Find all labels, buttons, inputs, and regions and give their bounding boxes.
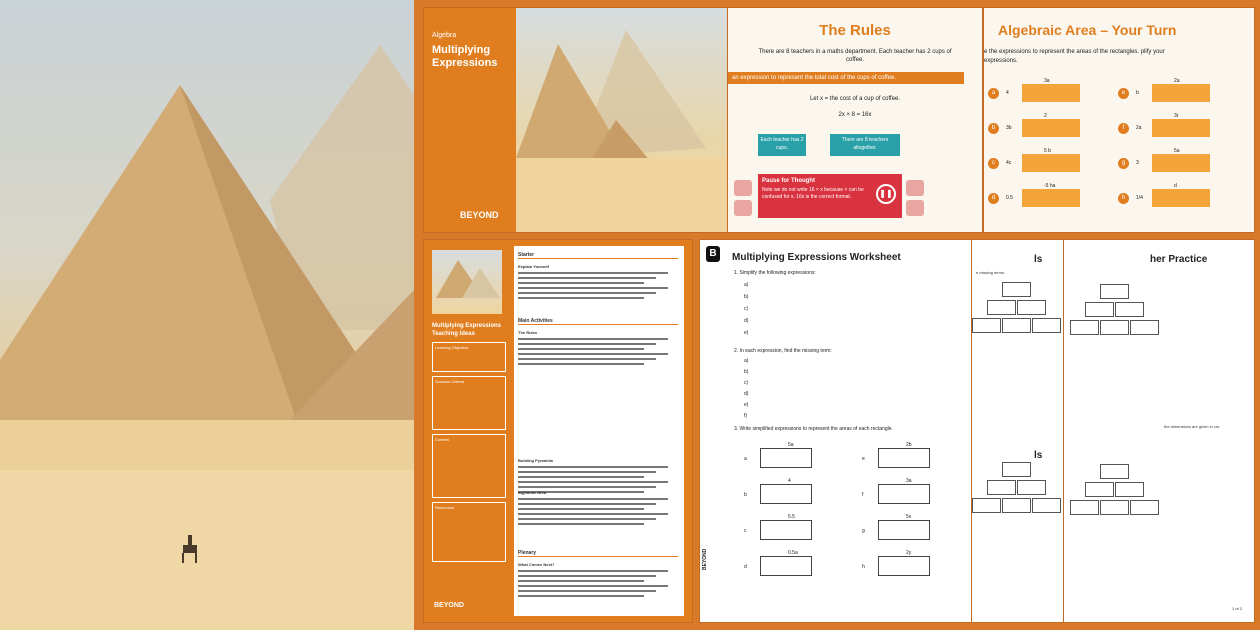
area-item-letter: b bbox=[988, 123, 999, 134]
rect-box bbox=[760, 448, 812, 468]
pyramid-brick bbox=[1002, 282, 1031, 297]
area-top-label: 3r bbox=[1174, 113, 1179, 119]
notes-text-line bbox=[518, 343, 656, 345]
rect-box bbox=[760, 484, 812, 504]
notes-heading: Starter bbox=[518, 252, 678, 259]
notes-subheading: The Rules bbox=[518, 330, 538, 335]
notes-text-line bbox=[518, 513, 668, 515]
beyond-logo: BEYOND bbox=[460, 210, 499, 220]
q1-item: d) bbox=[744, 318, 749, 324]
notes-logo: BEYOND bbox=[434, 602, 464, 609]
rect-box bbox=[760, 520, 812, 540]
practice-brick bbox=[1100, 464, 1129, 479]
practice-brick bbox=[1100, 320, 1129, 335]
pyramids-page bbox=[972, 240, 1064, 622]
pyramid-brick bbox=[1032, 498, 1061, 513]
area-item-letter: e bbox=[1118, 88, 1129, 99]
cup-icon bbox=[734, 200, 752, 216]
cup-icon bbox=[734, 180, 752, 196]
pyramid-brick bbox=[1002, 498, 1031, 513]
notes-text-line bbox=[518, 358, 656, 360]
area-side-label: 4c bbox=[1006, 160, 1012, 166]
practice-brick bbox=[1085, 302, 1114, 317]
slide-topic: Algebra bbox=[432, 32, 457, 39]
notes-text-line bbox=[518, 353, 668, 355]
notes-text-line bbox=[518, 518, 656, 520]
notes-body bbox=[514, 246, 684, 616]
practice-footer: 1 of 2 bbox=[1232, 606, 1243, 611]
area-item-letter: g bbox=[1118, 158, 1129, 169]
notes-subheading: Algebraic Area bbox=[518, 490, 547, 495]
area-side-label: 3b bbox=[1006, 125, 1012, 131]
notes-subheading: Explain Yourself bbox=[518, 264, 549, 269]
q1-item: b) bbox=[744, 294, 749, 300]
notes-subheading: Building Pyramids bbox=[518, 458, 554, 463]
callout-left: Each teacher has 2 cups. bbox=[758, 134, 806, 156]
worksheet-title: Multiplying Expressions Worksheet bbox=[732, 252, 901, 263]
area-rectangle bbox=[1152, 119, 1210, 137]
notes-text-line bbox=[518, 363, 644, 365]
rules-intro: There are 8 teachers in a maths department. Each teacher has 2 cups of coffee. bbox=[758, 49, 952, 63]
area-item-letter: a bbox=[988, 88, 999, 99]
sidebar-context: Context bbox=[432, 434, 506, 498]
pyramid-brick bbox=[1002, 318, 1031, 333]
notes-text-line bbox=[518, 297, 644, 299]
area-side-label: 3 bbox=[1136, 160, 1139, 166]
practice-brick bbox=[1130, 320, 1159, 335]
pyramid-brick bbox=[987, 480, 1016, 495]
notes-text-line bbox=[518, 580, 644, 582]
practice-brick bbox=[1115, 302, 1144, 317]
rect-side-label: c bbox=[744, 528, 747, 534]
rect-side-label: h bbox=[862, 564, 865, 570]
pyramids-title: ls bbox=[1034, 254, 1043, 265]
worksheet-q3: 3. Write simplified expressions to represent the areas of each rectangle. bbox=[734, 426, 893, 432]
pyramid-brick bbox=[1002, 462, 1031, 477]
title-slide bbox=[424, 8, 728, 232]
area-item-letter: f bbox=[1118, 123, 1129, 134]
rect-side-label: b bbox=[744, 492, 747, 498]
practice-brick bbox=[1100, 500, 1129, 515]
notes-text-line bbox=[518, 523, 644, 525]
notes-text-line bbox=[518, 486, 656, 488]
q2-item: b) bbox=[744, 369, 749, 375]
rect-box bbox=[760, 556, 812, 576]
area-top-label: 2 bbox=[1044, 113, 1047, 119]
notes-text-line bbox=[518, 277, 656, 279]
slide-pyramid-image bbox=[516, 8, 728, 232]
area-top-label: d bbox=[1174, 183, 1177, 189]
worksheet-q1: 1. Simplify the following expressions: bbox=[734, 270, 816, 276]
rect-box bbox=[878, 448, 930, 468]
rect-top-label: 0.5a bbox=[788, 550, 798, 556]
rect-side-label: g bbox=[862, 528, 865, 534]
pyramids-instructions: e missing terms. bbox=[976, 270, 1006, 275]
notes-text-line bbox=[518, 348, 644, 350]
rules-title: The Rules bbox=[819, 22, 891, 39]
notes-title: Multiplying Expressions Teaching Ideas bbox=[432, 323, 502, 337]
area-item-letter: h bbox=[1118, 193, 1129, 204]
rect-top-label: 3a bbox=[906, 478, 912, 484]
q2-item: c) bbox=[744, 380, 749, 386]
rect-box bbox=[878, 484, 930, 504]
rect-box bbox=[878, 556, 930, 576]
slide-title: Multiplying Expressions bbox=[432, 44, 498, 69]
notes-heading: Main Activities bbox=[518, 318, 678, 325]
area-rectangle bbox=[1152, 154, 1210, 172]
rect-top-label: 2y bbox=[906, 550, 912, 556]
area-item-letter: c bbox=[988, 158, 999, 169]
notes-text-line bbox=[518, 481, 668, 483]
notes-text-line bbox=[518, 282, 644, 284]
rules-task-bar: an expression to represent the total cost of the cups of coffee. bbox=[728, 72, 964, 84]
area-side-label: 2a bbox=[1136, 125, 1142, 131]
area-rectangle bbox=[1022, 189, 1080, 207]
notes-text-line bbox=[518, 498, 668, 500]
beyond-b-icon: B bbox=[706, 246, 720, 262]
practice-title: her Practice bbox=[1150, 254, 1208, 265]
notes-thumbnail bbox=[432, 250, 502, 314]
area-top-label: 5 b bbox=[1044, 148, 1051, 154]
rect-top-label: 5.5 bbox=[788, 514, 795, 520]
q2-item: d) bbox=[744, 391, 749, 397]
notes-text-line bbox=[518, 570, 668, 572]
rect-top-label: 5a bbox=[788, 442, 794, 448]
notes-text-line bbox=[518, 595, 644, 597]
notes-text-line bbox=[518, 287, 668, 289]
q1-item: c) bbox=[744, 306, 749, 312]
pause-title: Pause for Thought bbox=[762, 178, 815, 184]
notes-text-line bbox=[518, 590, 656, 592]
area-rectangle bbox=[1022, 84, 1080, 102]
callout-right: There are 8 teachers altogether. bbox=[830, 134, 900, 156]
practice-brick bbox=[1085, 482, 1114, 497]
notes-text-line bbox=[518, 466, 668, 468]
area-top-label: 2a bbox=[1174, 78, 1180, 84]
rect-top-label: 4 bbox=[788, 478, 791, 484]
pyramid-brick bbox=[1017, 480, 1046, 495]
area-side-label: 0.5 bbox=[1006, 195, 1013, 201]
rect-side-label: a bbox=[744, 456, 747, 462]
practice-brick bbox=[1100, 284, 1129, 299]
area-item-letter: d bbox=[988, 193, 999, 204]
notes-text-line bbox=[518, 471, 656, 473]
rect-side-label: d bbox=[744, 564, 747, 570]
pyramid-brick bbox=[1017, 300, 1046, 315]
q2-item: f) bbox=[744, 413, 748, 419]
area-title: Algebraic Area – Your Turn bbox=[998, 22, 1177, 38]
worksheet-logo: BEYOND bbox=[702, 548, 708, 570]
notes-pyramids-illustration bbox=[432, 250, 502, 314]
area-top-label: 5a bbox=[1174, 148, 1180, 154]
q2-item: a) bbox=[744, 358, 749, 364]
pyramids-title-2: ls bbox=[1034, 450, 1043, 461]
pause-box bbox=[758, 174, 902, 218]
sidebar-criteria: Success Criteria bbox=[432, 376, 506, 430]
rules-let-line: Let x = the cost of a cup of coffee. bbox=[809, 96, 901, 102]
practice-brick bbox=[1070, 320, 1099, 335]
q2-item: e) bbox=[744, 402, 749, 408]
q1-item: a) bbox=[744, 282, 749, 288]
area-rectangle bbox=[1152, 84, 1210, 102]
worksheet-q2: 2. In each expression, find the missing term: bbox=[734, 348, 832, 354]
notes-text-line bbox=[518, 575, 656, 577]
practice-page bbox=[1064, 240, 1254, 622]
cup-icon bbox=[906, 200, 924, 216]
sidebar-resources: Resources bbox=[432, 502, 506, 562]
pyramid-brick bbox=[987, 300, 1016, 315]
pause-body: Note we do not write 16 × x because × can be confused for x. 16x is the correct format. bbox=[762, 187, 864, 200]
pyramid-brick bbox=[972, 498, 1001, 513]
area-top-label: 3a bbox=[1044, 78, 1050, 84]
practice-brick bbox=[1070, 500, 1099, 515]
pyramid-brick bbox=[972, 318, 1001, 333]
teaching-notes-page bbox=[424, 240, 692, 622]
notes-text-line bbox=[518, 585, 668, 587]
pyramid-brick bbox=[1032, 318, 1061, 333]
algebraic-area-slide bbox=[984, 8, 1254, 232]
notes-text-line bbox=[518, 476, 644, 478]
notes-text-line bbox=[518, 292, 656, 294]
notes-heading: Plenary bbox=[518, 550, 678, 557]
area-instructions: e the expressions to represent the areas of the rectangles. plify your expressions. bbox=[984, 49, 1165, 64]
rect-side-label: e bbox=[862, 456, 865, 462]
rect-top-label: 5x bbox=[906, 514, 912, 520]
practice-brick bbox=[1130, 500, 1159, 515]
rect-box bbox=[878, 520, 930, 540]
area-side-label: 1/4 bbox=[1136, 195, 1143, 201]
practice-note: the dimensions are given in cm. bbox=[1164, 424, 1221, 429]
practice-brick bbox=[1115, 482, 1144, 497]
desert-pyramid-photo bbox=[0, 0, 414, 630]
notes-text-line bbox=[518, 508, 644, 510]
area-rectangle bbox=[1152, 189, 1210, 207]
sidebar-objective: Learning Objective bbox=[432, 342, 506, 372]
worksheet-page bbox=[700, 240, 972, 622]
area-side-label: b bbox=[1136, 90, 1139, 96]
slide-pyramids-illustration bbox=[516, 8, 728, 232]
rect-top-label: 2b bbox=[906, 442, 912, 448]
area-rectangle bbox=[1022, 154, 1080, 172]
notes-subheading: What Comes Next? bbox=[518, 562, 555, 567]
rules-slide bbox=[728, 8, 982, 232]
rules-equation: 2x × 8 = 16x bbox=[838, 112, 872, 118]
rect-side-label: f bbox=[862, 492, 864, 498]
cup-icon bbox=[906, 180, 924, 196]
notes-text-line bbox=[518, 338, 668, 340]
area-rectangle bbox=[1022, 119, 1080, 137]
notes-text-line bbox=[518, 272, 668, 274]
area-side-label: 4 bbox=[1006, 90, 1009, 96]
pause-icon: ❚❚ bbox=[876, 184, 896, 204]
q1-item: e) bbox=[744, 330, 749, 336]
pyramids-illustration bbox=[0, 0, 414, 630]
area-top-label: -5 ha bbox=[1044, 183, 1056, 189]
notes-text-line bbox=[518, 503, 656, 505]
